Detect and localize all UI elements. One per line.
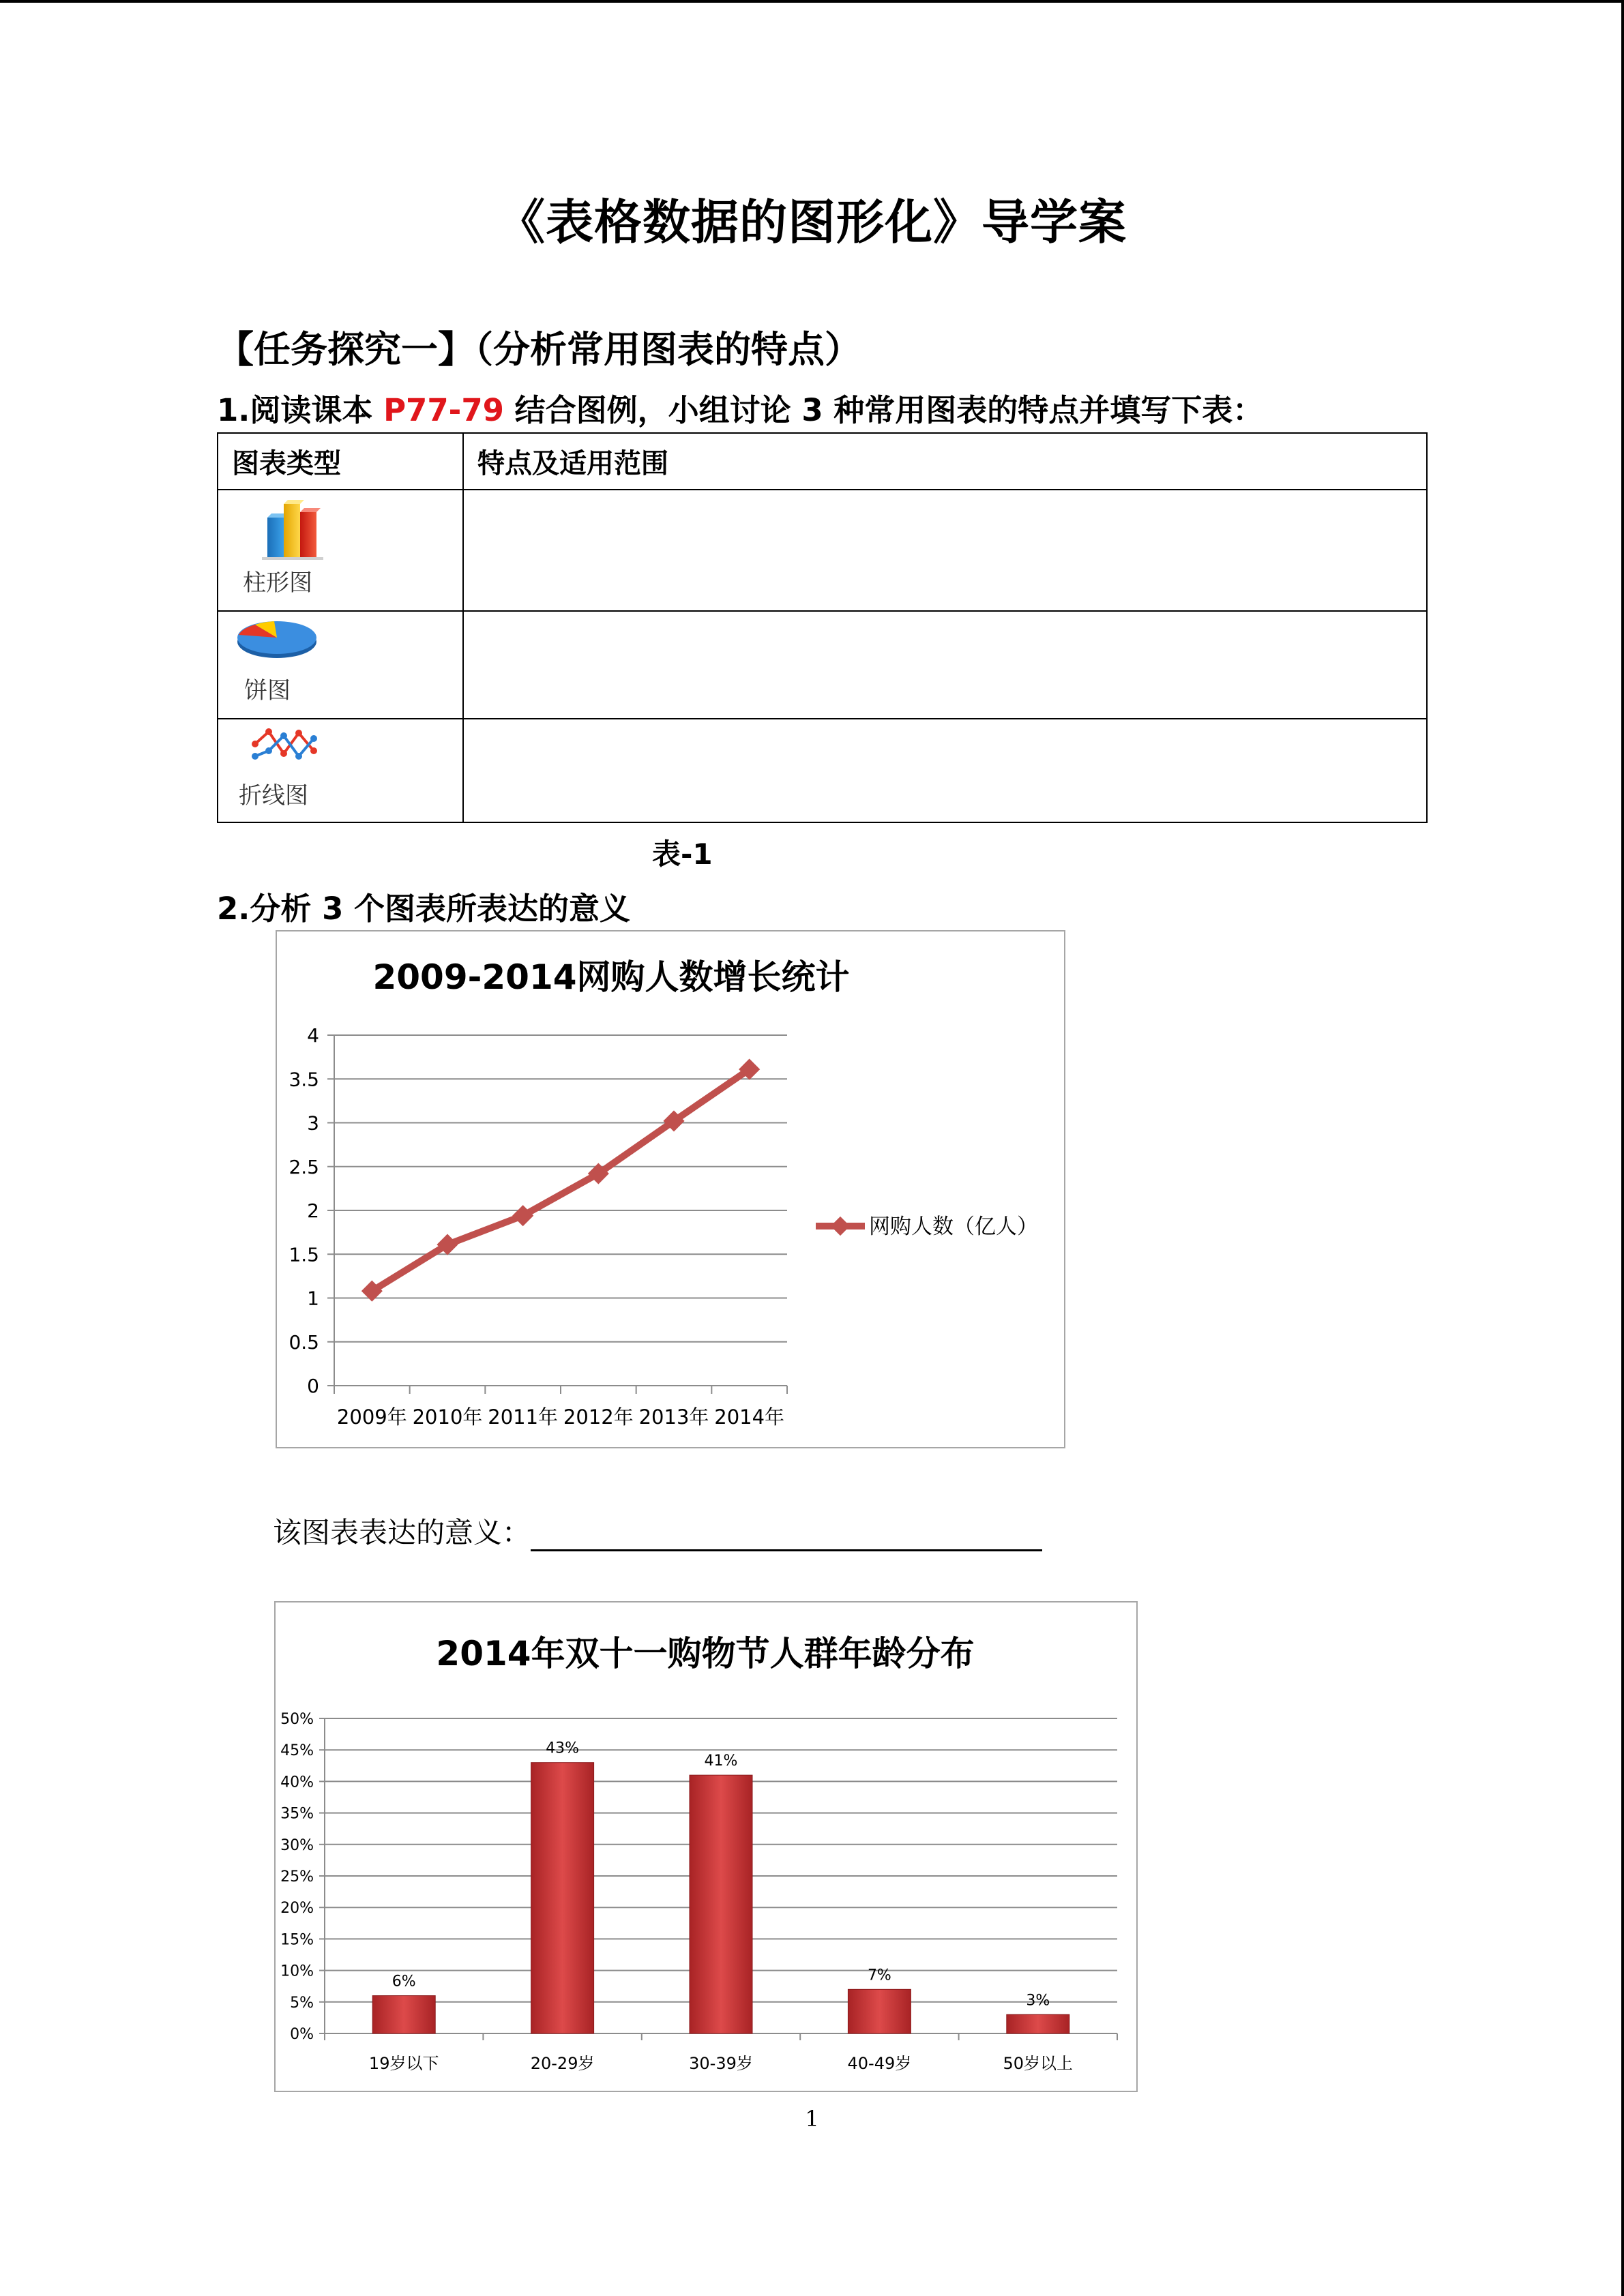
table-cell-type <box>218 490 463 611</box>
right-border <box>1621 0 1624 2296</box>
bar-chart-icon <box>251 493 326 561</box>
chart-title: 2014年双十一购物节人群年龄分布 <box>436 1634 975 1673</box>
table-cell-type <box>218 719 463 822</box>
x-tick-label: 2010年 <box>412 1405 483 1429</box>
y-tick-label: 35% <box>280 1805 314 1823</box>
table-cell-type <box>218 611 463 719</box>
page-reference: P77-79 <box>383 392 504 428</box>
question-1-suffix: 结合图例，小组讨论 3 种常用图表的特点并填写下表： <box>503 392 1264 428</box>
data-label: 43% <box>546 1740 580 1757</box>
x-tick-label: 50岁以上 <box>1003 2054 1074 2073</box>
table-caption: 表-1 <box>652 837 713 871</box>
bar <box>690 1775 752 2033</box>
table-row <box>218 490 1427 611</box>
y-tick-label: 3.5 <box>289 1068 319 1091</box>
legend-label: 网购人数（亿人） <box>869 1214 1038 1239</box>
page-title: 《表格数据的图形化》导学案 <box>497 194 1127 250</box>
table-header-row <box>218 433 1427 490</box>
x-tick-label: 20-29岁 <box>530 2054 595 2073</box>
page-number: 1 <box>805 2106 819 2132</box>
legend-marker <box>831 1217 850 1236</box>
y-tick-label: 30% <box>280 1836 314 1854</box>
x-tick-label: 30-39岁 <box>689 2054 753 2073</box>
y-tick-label: 50% <box>280 1711 314 1728</box>
table-header-features: 特点及适用范围 <box>463 433 1427 490</box>
y-tick-label: 3 <box>307 1112 319 1135</box>
bar <box>1007 2014 1069 2033</box>
y-tick-label: 0.5 <box>289 1330 319 1354</box>
bar <box>531 1763 594 2033</box>
chart-meaning-prompt <box>273 1510 1042 1551</box>
table-row <box>218 719 1427 822</box>
y-tick-label: 10% <box>280 1963 314 1980</box>
bar <box>372 1996 435 2033</box>
bar-chart-frame <box>274 1601 1138 2092</box>
y-tick-label: 2.5 <box>289 1155 319 1178</box>
question-1 <box>217 385 1263 430</box>
y-tick-label: 1.5 <box>289 1243 319 1266</box>
y-tick-label: 2 <box>307 1199 319 1222</box>
meaning-label: 该图表表达的意义： <box>273 1516 531 1549</box>
icon-label-pie: 饼图 <box>244 677 291 704</box>
y-tick-label: 0% <box>290 2026 314 2043</box>
answer-blank[interactable] <box>531 1519 1042 1551</box>
task-heading: 【任务探究一】（分析常用图表的特点） <box>217 328 861 371</box>
data-label: 41% <box>704 1753 738 1770</box>
table-cell-features <box>463 490 1427 611</box>
icon-label-bar: 柱形图 <box>243 569 312 597</box>
data-label: 3% <box>1026 1992 1050 2010</box>
table-cell-features <box>463 719 1427 822</box>
y-tick-label: 4 <box>307 1024 319 1047</box>
y-tick-label: 25% <box>280 1868 314 1885</box>
x-tick-label: 40-49岁 <box>847 2054 912 2073</box>
table-cell-features <box>463 611 1427 719</box>
data-label: 6% <box>392 1973 416 1991</box>
y-tick-label: 1 <box>307 1287 319 1310</box>
series-line <box>372 1069 749 1291</box>
y-tick-label: 40% <box>280 1774 314 1791</box>
question-2: 2.分析 3 个图表所表达的意义 <box>217 891 631 927</box>
y-tick-label: 5% <box>290 1994 314 2012</box>
chart-title: 2009-2014网购人数增长统计 <box>372 957 850 997</box>
question-1-prefix: 1.阅读课本 <box>217 392 384 428</box>
x-tick-label: 2012年 <box>563 1405 634 1429</box>
top-border <box>0 0 1624 3</box>
bar <box>848 1989 911 2033</box>
y-tick-label: 45% <box>280 1742 314 1760</box>
x-tick-label: 19岁以下 <box>368 2054 439 2073</box>
x-tick-label: 2009年 <box>336 1405 407 1429</box>
line-chart-frame <box>276 930 1065 1448</box>
line-chart-icon <box>248 724 323 771</box>
y-tick-label: 20% <box>280 1900 314 1918</box>
x-tick-label: 2011年 <box>488 1405 559 1429</box>
table-header-type: 图表类型 <box>218 433 463 490</box>
x-tick-label: 2014年 <box>714 1405 785 1429</box>
y-tick-label: 0 <box>307 1375 319 1397</box>
y-tick-label: 15% <box>280 1931 314 1949</box>
pie-chart-icon <box>235 614 323 662</box>
icon-label-line: 折线图 <box>239 782 308 809</box>
x-tick-label: 2013年 <box>638 1405 709 1429</box>
bar-chart <box>276 1602 1136 2091</box>
table-row <box>218 611 1427 719</box>
data-label: 7% <box>867 1967 891 1984</box>
line-chart <box>277 931 1064 1447</box>
chart-features-table <box>217 432 1428 823</box>
